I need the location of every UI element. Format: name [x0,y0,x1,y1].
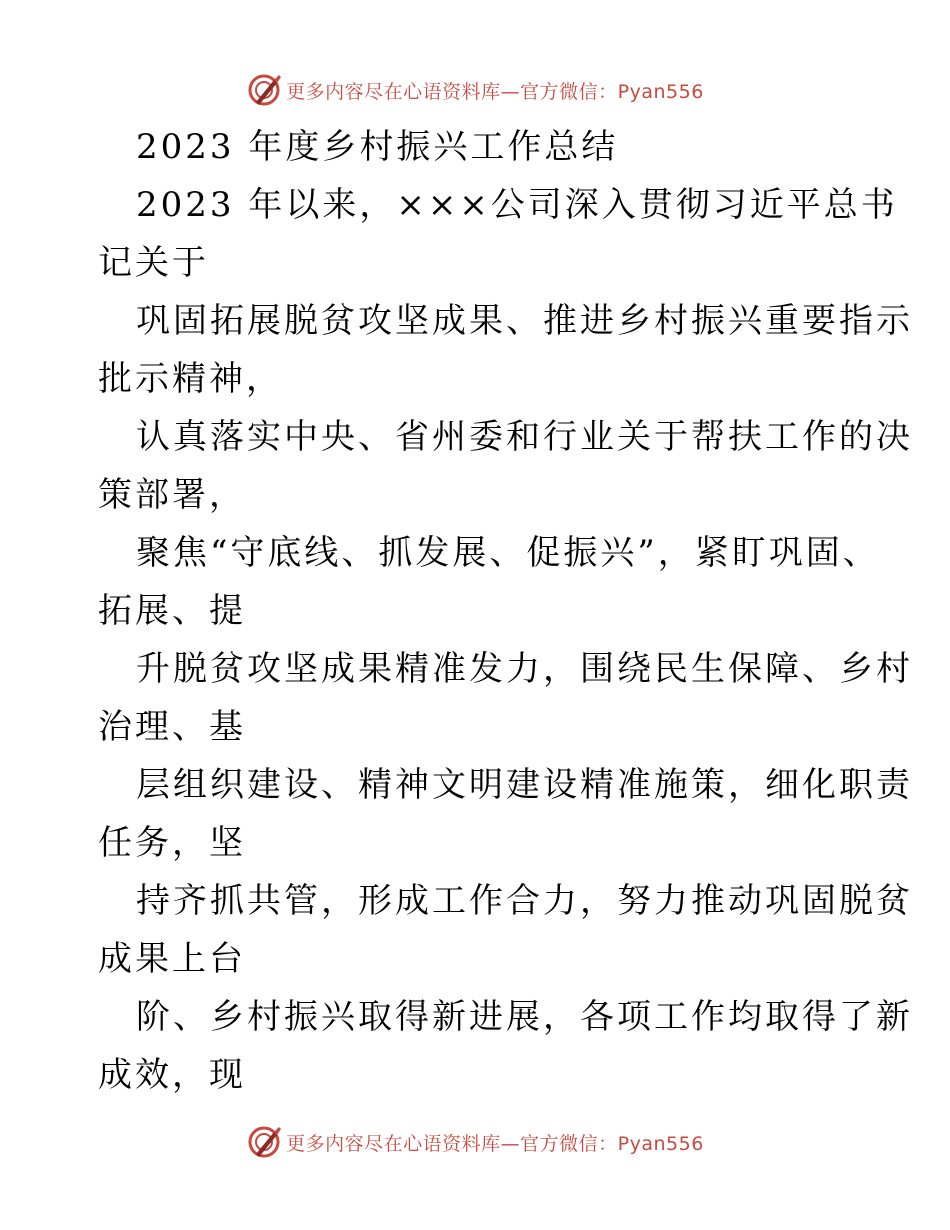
paragraph-line: 成效，现 [98,1055,246,1095]
document-body [98,118,913,1104]
watermark-text: 更多内容尽在心语资料库—官方微信：Pyan556 [286,80,704,103]
header-watermark [0,70,950,110]
paragraph-line: 持齐抓共管，形成工作合力，努力推动巩固脱贫 [136,881,913,921]
paragraph-line: 巩固拓展脱贫攻坚成果、推进乡村振兴重要指示 [136,301,913,341]
document-title: 2023 年度乡村振兴工作总结 [136,127,619,167]
paragraph-line: 批示精神， [98,359,283,399]
footer-watermark [0,1122,950,1162]
paragraph-line: 认真落实中央、省州委和行业关于帮扶工作的决 [136,417,913,457]
paragraph-line: 阶、乡村振兴取得新进展，各项工作均取得了新 [136,997,913,1037]
paragraph-line: 升脱贫攻坚成果精准发力，围绕民生保障、乡村 [136,649,913,689]
paragraph-line: 成果上台 [98,939,246,979]
watermark-text: 更多内容尽在心语资料库—官方微信：Pyan556 [286,1132,704,1155]
paragraph-line: 层组织建设、精神文明建设精准施策，细化职责 [136,765,913,805]
paragraph-line: 拓展、提 [98,591,246,631]
pen-logo-icon [246,72,282,108]
paragraph-line: 治理、基 [98,707,246,747]
paragraph-line: 记关于 [98,243,209,283]
paragraph-line: 策部署， [98,475,246,515]
paragraph-line: 任务，坚 [98,823,246,863]
pen-logo-icon [246,1124,282,1160]
paragraph-line: 2023 年以来，×××公司深入贯彻习近平总书 [136,185,898,225]
paragraph-line: 聚焦“守底线、抓发展、促振兴”，紧盯巩固、 [136,533,880,573]
